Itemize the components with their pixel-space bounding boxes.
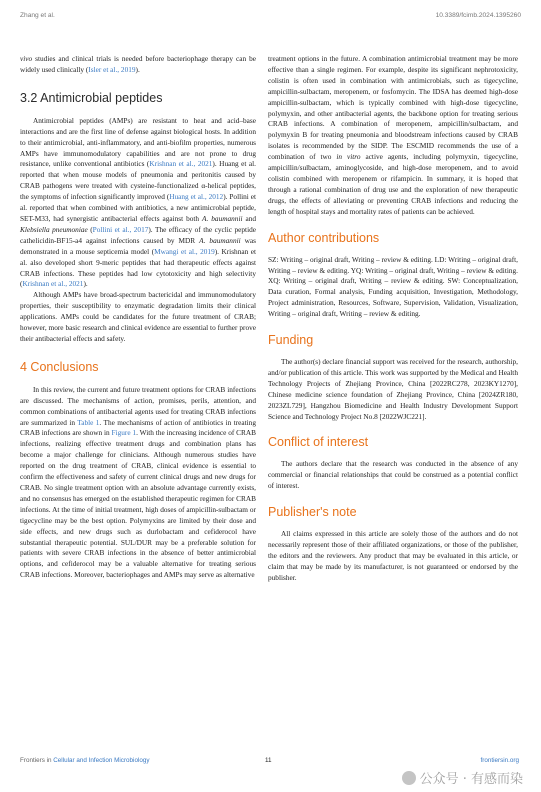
watermark: 公众号 · 有感而染	[402, 768, 523, 787]
table-link[interactable]: Table 1	[77, 417, 100, 427]
figure-link[interactable]: Figure 1	[111, 428, 137, 438]
running-head-authors: Zhang et al.	[20, 12, 55, 19]
right-column	[268, 54, 518, 584]
citation-link[interactable]: Isler et al., 2019	[88, 64, 136, 74]
citation-link[interactable]: Krishnan et al., 2021	[22, 279, 84, 289]
section-heading-conflict-of-interest: Conflict of interest	[268, 435, 369, 450]
funding-paragraph: The author(s) declare financial support was received for the research, authorship, and/or publication of this article. This work was supported by the Medical and Health Technology Projects of Zhejiang Province, China [2022RC278, 2023KY1270], Chinese medicine science foundation of Zhejiang Province, China [2024ZR180, 2023ZL729], Hangzhou Biomedicine and Health Industry Development Support Science and Technology Project No.8 [2022WJC221].	[268, 357, 518, 421]
citation-link[interactable]: Pollini et al., 2017	[92, 224, 149, 234]
footer-journal: Frontiers in Cellular and Infection Microbiology	[20, 757, 150, 764]
doi-header: 10.3389/fcimb.2024.1395260	[435, 12, 521, 19]
section-heading-publishers-note: Publisher's note	[268, 505, 357, 520]
citation-link[interactable]: Mwangi et al., 2019	[154, 246, 215, 256]
publishers-note-paragraph: All claims expressed in this article are solely those of the authors and do not necessarily represent those of their affiliated organizations, or those of the publisher, the editors and the reviewers. Any product that may be evaluated in this article, or claim that may be made by its manufacturer, is not guaranteed or endorsed by the publisher.	[268, 529, 518, 582]
citation-link[interactable]: Huang et al., 2012	[169, 192, 224, 202]
section-heading-author-contributions: Author contributions	[268, 230, 380, 245]
section-heading-antimicrobial-peptides: 3.2 Antimicrobial peptides	[20, 90, 163, 105]
page-number: 11	[265, 757, 272, 764]
left-column	[20, 54, 256, 581]
citation-link[interactable]: Krishnan et al., 2021	[149, 159, 213, 169]
amp-paragraph-2: Although AMPs have broad-spectrum bactericidal and immunomodulatory properties, their susceptibility to enzymatic degradation limits their clinical applications. AMPs could be candidates for the future treatment of CRAB; however, more basic research and clinical evidence are essential to further prove their antibacterial effects and safety.	[20, 290, 256, 343]
footer-website-link[interactable]: frontiersin.org	[480, 757, 519, 764]
author-contributions-paragraph: SZ: Writing – original draft, Writing – review & editing. LD: Writing – original draft, Writing – review & editing. YQ: Writing – original draft, Writing – review & editing. XQ: Writing – original draft, Writing – review & editing. SW: Conceptualization, Data curation, Formal analysis, Funding acquisition, Investigation, Methodology, Project administration, Resources, Software, Supervision, Validation, Visualization, Writing – original draft, Writing – review & editing.	[268, 254, 518, 319]
conclusions-continued: treatment options in the future. A combination antimicrobial treatment may be more effective than a single regimen. For example, despite its significant nephrotoxicity, colistin is often used in combination with antimicrobials, such as tigecycline, ampicillin-sulbactam, meropenem, or fosfomycin. The IDSA has deemed high-dose ampicillin-sulbactam, which is typically combined with high-dose tigecycline, polymyxin, and other antibacterial agents, the backbone option for treating serious CRAB infections. A combination of meropenem, ampicillin/sulbactam, and polymyxin B for treating pneumonia and bloodstream infections caused by CRAB isolates is recommended by the SIDP. The ESCMID recommends the use of a combination of two in vitro active agents, including polymyxin, tigecycline, ampicillin/sulbactam, aminoglycoside, and high-dose meropenem, and to avoid colistin combined with meropenem or rifampicin. In summary, it is hoped that through a rational combination of drug use and the exploration of new therapeutic drugs, the effects of alleviating or preventing CRAB infections and reducing the length of hospital stays and mortality rates of patients can be achieved.	[268, 54, 518, 216]
section-heading-funding: Funding	[268, 333, 314, 348]
wechat-icon	[402, 771, 416, 785]
amp-paragraph-1: Antimicrobial peptides (AMPs) are resistant to heat and acid–base interactions and are the first line of defense against biological hosts. In addition to their antimicrobial, anti-inflammatory, and anti-biofilm properties, numerous AMPs have immunomodulatory capabilities and are not prone to drug resistance, unlike conventional antibiotics (Krishnan et al., 2021). Huang et al. reported that when mouse models of pneumonia and peritonitis caused by CRAB pathogens were treated with cysteine-functionalized α-helical peptides, the symptoms of infection significantly improved (Huang et al., 2012). Pollini et al. reported that when combined with antibiotics, a new antimicrobial peptide, SET-M33, had synergistic antibacterial effects against both A. baumannii and Klebsiella pneumoniae (Pollini et al., 2017). The efficacy of the cyclic peptide cathelicidin-BF15-a4 against infections caused by MDR A. baumannii was demonstrated in a mouse septicemia model (Mwangi et al., 2019). Krishnan et al. also developed short 9-meric peptides that had therapeutic effects against CRAB infections. These peptides had low cytotoxicity and high selectivity (Krishnan et al., 2021).	[20, 115, 257, 289]
section-heading-conclusions: 4 Conclusions	[20, 359, 99, 374]
conflict-paragraph: The authors declare that the research was conducted in the absence of any commercial or financial relationships that could be construed as a potential conflict of interest.	[268, 459, 518, 491]
intro-paragraph: vivo studies and clinical trials is needed before bacteriophage therapy can be widely used clinically (Isler et al., 2019).	[20, 54, 256, 74]
conclusions-paragraph: In this review, the current and future treatment options for CRAB infections are discussed. The mechanisms of action, promises, perils, attention, and common combinations of antibacterial agents used for treating CRAB infections are summarized in Table 1. The mechanisms of action of antibiotics in treating CRAB infections are shown in Figure 1. With the increasing incidence of CRAB infections, realizing effective treatment drugs and combination plans has become a major challenge for clinicians. Although numerous studies have reported on the drug treatment of CRAB, clinical evidence is essential to confirm the effectiveness and safety of current clinical drugs and new drugs for CRAB. No single treatment option with an absolute advantage currently exists, and no consensus has emerged on the established therapeutic regimen for CRAB infections. At the time of initial treatment, high doses of ampicillin-sulbactam or tigecycline may be the best option. Polymyxins are limited by their dose and side effects, and new drugs such as durlobactam and cefiderocol have substantial therapeutic potential. SUL/DUR may be a preferable solution for patients with severe CRAB infections in the absence of better antimicrobial options, and cefiderocol may be a valuable alternative for treating serious CRAB infections. Moreover, bacteriophages and AMPs may serve as alternative	[20, 384, 257, 580]
